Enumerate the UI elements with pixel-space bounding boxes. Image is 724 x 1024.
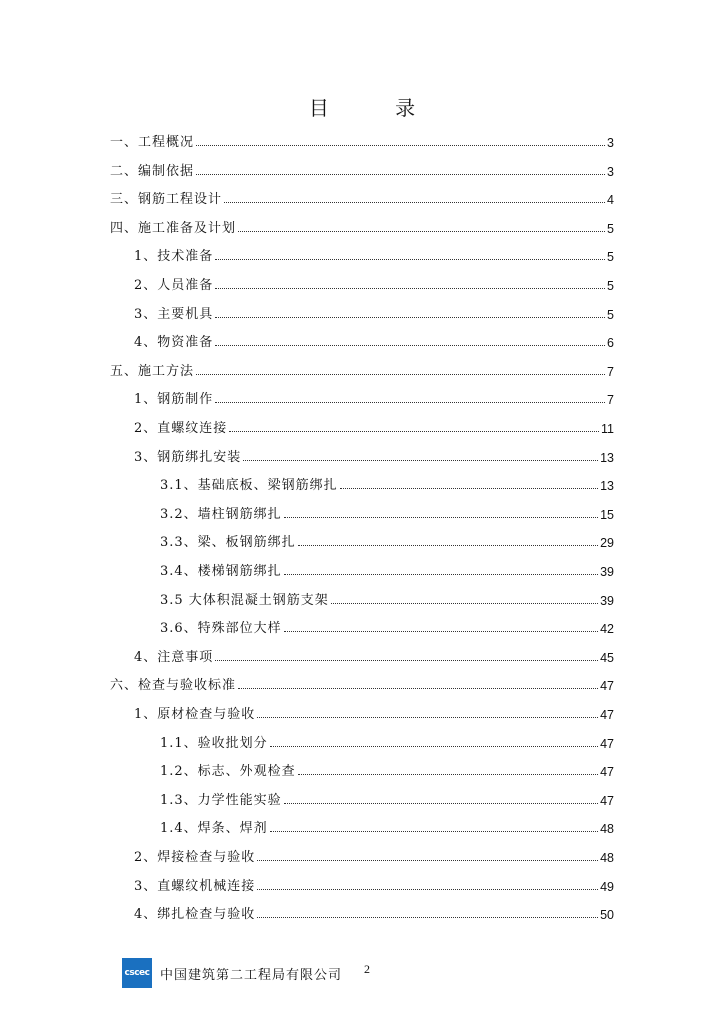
toc-entry[interactable] xyxy=(134,645,614,665)
toc-entry-page: 47 xyxy=(600,708,614,722)
toc-entry[interactable] xyxy=(160,588,614,608)
toc-leader-dots xyxy=(298,545,598,546)
toc-entry-label: 二、编制依据 xyxy=(110,163,195,179)
toc-entry-page: 4 xyxy=(607,193,614,208)
toc-entry-page: 6 xyxy=(607,336,614,351)
toc-entry-page: 42 xyxy=(600,622,614,637)
toc-entry-label: 三、钢筋工程设计 xyxy=(110,192,223,208)
toc-entry-page: 49 xyxy=(600,879,614,894)
toc-entry[interactable] xyxy=(160,816,614,836)
toc-entry-label: 3.4、楼梯钢筋绑扎 xyxy=(160,564,282,579)
toc-leader-dots xyxy=(243,460,598,461)
toc-entry-label: 1、钢筋制作 xyxy=(134,392,214,408)
toc-entry[interactable] xyxy=(134,874,614,894)
toc-entry-label: 1、原材检查与验收 xyxy=(134,707,256,722)
toc-leader-dots xyxy=(257,889,598,890)
toc-entry-page: 5 xyxy=(607,221,614,236)
toc-leader-dots xyxy=(284,574,598,575)
toc-entry-page: 11 xyxy=(601,422,614,436)
toc-entry-label: 1、技术准备 xyxy=(134,249,214,265)
toc-entry[interactable] xyxy=(110,187,614,207)
toc-entry-label: 1.4、焊条、焊剂 xyxy=(160,821,268,837)
toc-entry[interactable] xyxy=(134,387,614,407)
toc-entry-page: 13 xyxy=(600,450,614,465)
toc-leader-dots xyxy=(298,774,598,775)
toc-entry-page: 50 xyxy=(600,908,614,923)
toc-entry[interactable] xyxy=(134,902,614,922)
toc-entry[interactable] xyxy=(110,673,614,693)
toc-entry[interactable] xyxy=(134,244,614,264)
toc-entry-page: 3 xyxy=(607,164,614,179)
toc-entry-label: 3.6、特殊部位大样 xyxy=(160,621,282,637)
toc-entry-label: 一、工程概况 xyxy=(110,135,195,150)
toc-entry-page: 5 xyxy=(607,307,614,322)
toc-entry[interactable] xyxy=(134,416,614,436)
toc-leader-dots xyxy=(257,917,598,918)
toc-entry[interactable] xyxy=(160,759,614,779)
toc-entry[interactable] xyxy=(134,445,614,465)
toc-entry-page: 3 xyxy=(607,136,614,150)
toc-entry-page: 47 xyxy=(600,736,614,751)
toc-entry[interactable] xyxy=(110,359,614,379)
toc-entry-page: 5 xyxy=(607,250,614,265)
toc-entry-page: 47 xyxy=(600,793,614,808)
toc-entry-page: 47 xyxy=(600,679,614,694)
toc-entry-label: 1.3、力学性能实验 xyxy=(160,792,282,808)
toc-leader-dots xyxy=(215,660,598,661)
toc-entry-label: 4、绑扎检查与验收 xyxy=(134,907,256,923)
toc-entry[interactable] xyxy=(110,216,614,236)
toc-entry-page: 39 xyxy=(600,565,614,579)
toc-entry-label: 3.5 大体积混凝土钢筋支架 xyxy=(160,592,329,608)
toc-entry[interactable] xyxy=(110,159,614,179)
toc-entry-page: 7 xyxy=(607,364,614,379)
toc-entry-label: 四、施工准备及计划 xyxy=(110,220,237,236)
toc-entry-page: 47 xyxy=(600,765,614,780)
toc-entry-label: 3.3、梁、板钢筋绑扎 xyxy=(160,535,296,551)
toc-entry-page: 13 xyxy=(600,479,614,494)
toc-leader-dots xyxy=(215,259,605,260)
toc-entry-label: 3.1、基础底板、梁钢筋绑扎 xyxy=(160,478,338,494)
page-number: 2 xyxy=(364,961,371,976)
toc-leader-dots xyxy=(284,517,598,518)
toc-leader-dots xyxy=(238,231,605,232)
toc-entry-label: 3.2、墙柱钢筋绑扎 xyxy=(160,506,282,522)
toc-leader-dots xyxy=(224,202,605,203)
toc-leader-dots xyxy=(215,402,605,403)
toc-entry-page: 29 xyxy=(600,536,614,551)
company-logo-icon: cscec xyxy=(122,958,152,988)
toc-entry[interactable] xyxy=(134,702,614,722)
toc-leader-dots xyxy=(215,345,605,346)
toc-leader-dots xyxy=(284,631,598,632)
toc-entry-label: 2、焊接检查与验收 xyxy=(134,850,256,865)
toc-entry-page: 48 xyxy=(600,822,614,837)
toc-entry-label: 3、直螺纹机械连接 xyxy=(134,878,256,894)
toc-entry[interactable] xyxy=(134,330,614,350)
toc-entry-label: 3、主要机具 xyxy=(134,306,214,322)
toc-entry[interactable] xyxy=(160,731,614,751)
toc-entry-label: 1.2、标志、外观检查 xyxy=(160,764,296,780)
toc-entry-label: 2、直螺纹连接 xyxy=(134,421,228,436)
toc-entry-page: 5 xyxy=(607,279,614,293)
toc-leader-dots xyxy=(284,803,598,804)
toc-entry-label: 4、物资准备 xyxy=(134,335,214,351)
toc-entry-label: 五、施工方法 xyxy=(110,363,195,379)
toc-entry-page: 48 xyxy=(600,851,614,865)
toc-leader-dots xyxy=(238,688,598,689)
toc-entry[interactable] xyxy=(160,788,614,808)
toc-entry-label: 3、钢筋绑扎安装 xyxy=(134,449,242,465)
toc-entry[interactable] xyxy=(134,273,614,293)
toc-entry[interactable] xyxy=(110,130,614,150)
toc-entry[interactable] xyxy=(160,502,614,522)
toc-leader-dots xyxy=(196,174,605,175)
toc-leader-dots xyxy=(340,488,598,489)
toc-entry-page: 15 xyxy=(600,507,614,522)
toc-entry-label: 4、注意事项 xyxy=(134,649,214,665)
toc-entry-label: 1.1、验收批划分 xyxy=(160,735,268,751)
toc-leader-dots xyxy=(215,288,605,289)
page-title: 目 录 xyxy=(308,96,446,120)
toc-leader-dots xyxy=(331,603,598,604)
toc-entry[interactable] xyxy=(160,616,614,636)
toc-leader-dots xyxy=(229,431,599,432)
toc-entry[interactable] xyxy=(134,302,614,322)
toc-entry[interactable] xyxy=(134,845,614,865)
toc-entry-page: 45 xyxy=(600,650,614,665)
toc-entry-page: 39 xyxy=(600,593,614,608)
toc-entry[interactable] xyxy=(160,559,614,579)
toc-leader-dots xyxy=(196,145,605,146)
company-name: 中国建筑第二工程局有限公司 xyxy=(160,967,343,983)
toc-entry-page: 7 xyxy=(607,393,614,408)
toc-leader-dots xyxy=(215,317,605,318)
toc-entry[interactable] xyxy=(160,473,614,493)
toc-entry[interactable] xyxy=(160,530,614,550)
toc-entry-label: 2、人员准备 xyxy=(134,278,214,293)
toc-leader-dots xyxy=(257,860,598,861)
toc-leader-dots xyxy=(196,374,605,375)
toc-leader-dots xyxy=(257,717,598,718)
toc-entry-label: 六、检查与验收标准 xyxy=(110,678,237,694)
toc-leader-dots xyxy=(270,831,598,832)
page-footer xyxy=(122,958,370,988)
toc-leader-dots xyxy=(270,746,598,747)
